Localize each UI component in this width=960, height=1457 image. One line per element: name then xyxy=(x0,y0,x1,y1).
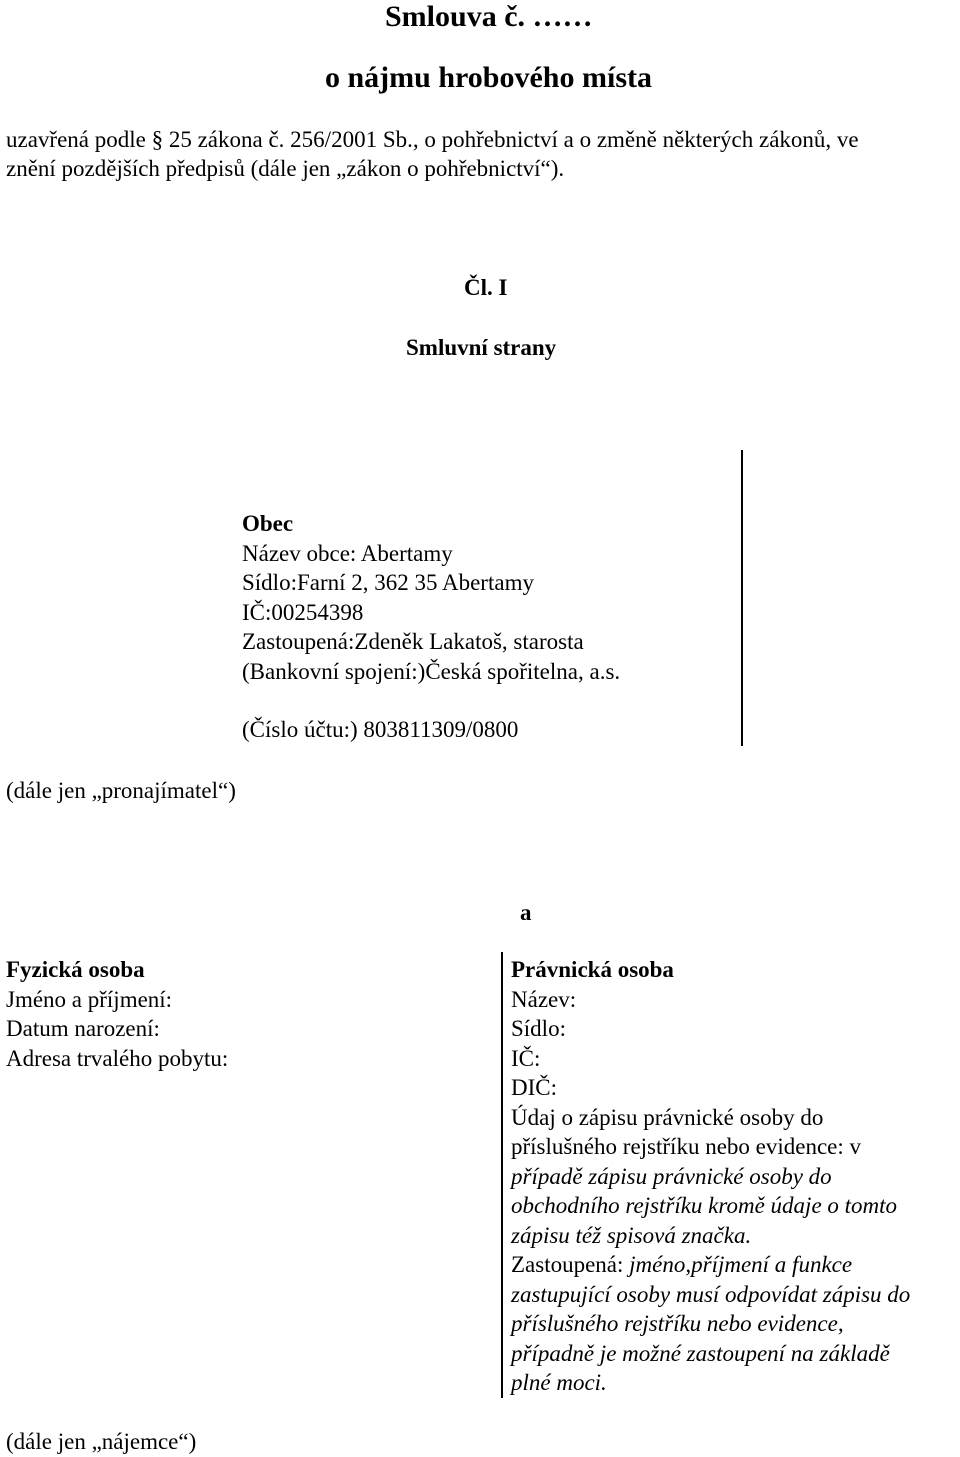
parties-separator: a xyxy=(520,900,532,925)
tenant-company-registry-note-2: obchodního rejstříku kromě údaje o tomto xyxy=(511,1193,898,1218)
article-heading: Smluvní strany xyxy=(406,335,557,360)
tenant-person-birthdate-label: Datum narození: xyxy=(6,1016,160,1041)
landlord-heading: Obec xyxy=(242,511,294,536)
landlord-bank: (Bankovní spojení:)Česká spořitelna, a.s. xyxy=(242,658,621,684)
landlord-name: Název obce: Abertamy xyxy=(242,540,453,566)
tenant-role: (dále jen „nájemce“) xyxy=(6,1429,197,1454)
tenant-company-representative-note-3: příslušného rejstříku nebo evidence, xyxy=(511,1311,844,1336)
tenant-company-registry-line-1: Údaj o zápisu právnické osoby do xyxy=(511,1104,824,1130)
tenant-company-seat-label: Sídlo: xyxy=(511,1016,566,1041)
tenant-company-representative-note-4: případně je možné zastoupení na základě xyxy=(511,1340,890,1366)
tenant-company-left-border xyxy=(501,952,503,1398)
landlord-block xyxy=(242,509,620,686)
article-number: Čl. I xyxy=(464,275,508,300)
tenant-company-heading: Právnická osoba xyxy=(511,957,674,982)
tenant-company-registry-note-1: případě zápisu právnické osoby do xyxy=(511,1163,832,1189)
tenant-company-representative-note-2: zastupující osoby musí odpovídat zápisu do xyxy=(511,1281,911,1307)
document-title: Smlouva č. …… xyxy=(385,0,593,33)
landlord-box-right-border xyxy=(741,450,743,746)
tenant-person-address-label: Adresa trvalého pobytu: xyxy=(6,1045,229,1071)
tenant-company-block xyxy=(511,955,910,1398)
tenant-company-representative-note-1: jméno,příjmení a funkce xyxy=(629,1252,853,1277)
tenant-company-name-label: Název: xyxy=(511,986,577,1012)
tenant-person-name-label: Jméno a příjmení: xyxy=(6,986,173,1012)
intro-line-2: znění pozdějších předpisů (dále jen „zákon o pohřebnictví“). xyxy=(6,156,565,181)
tenant-company-representative-label: Zastoupená: xyxy=(511,1252,630,1277)
intro-line-1: uzavřená podle § 25 zákona č. 256/2001 Sb., o pohřebnictví a o změně některých zákonů, ve xyxy=(6,127,859,152)
tenant-company-representative-line xyxy=(511,1250,910,1280)
landlord-role: (dále jen „pronajímatel“) xyxy=(6,778,236,803)
landlord-ic: IČ:00254398 xyxy=(242,599,364,625)
document-subtitle: o nájmu hrobového místa xyxy=(325,61,652,94)
tenant-company-registry-note-3: zápisu též spisová značka. xyxy=(511,1222,752,1248)
tenant-company-dic-label: DIČ: xyxy=(511,1075,557,1100)
landlord-seat: Sídlo:Farní 2, 362 35 Abertamy xyxy=(242,570,534,595)
tenant-company-representative-note-5: plné moci. xyxy=(511,1370,607,1395)
tenant-company-ic-label: IČ: xyxy=(511,1045,541,1071)
landlord-representative: Zastoupená:Zdeněk Lakatoš, starosta xyxy=(242,629,584,654)
tenant-company-registry-line-2: příslušného rejstříku nebo evidence: v xyxy=(511,1134,862,1159)
landlord-account: (Číslo účtu:) 803811309/0800 xyxy=(242,717,519,742)
tenant-person-heading: Fyzická osoba xyxy=(6,957,145,982)
tenant-person-block xyxy=(6,955,228,1073)
